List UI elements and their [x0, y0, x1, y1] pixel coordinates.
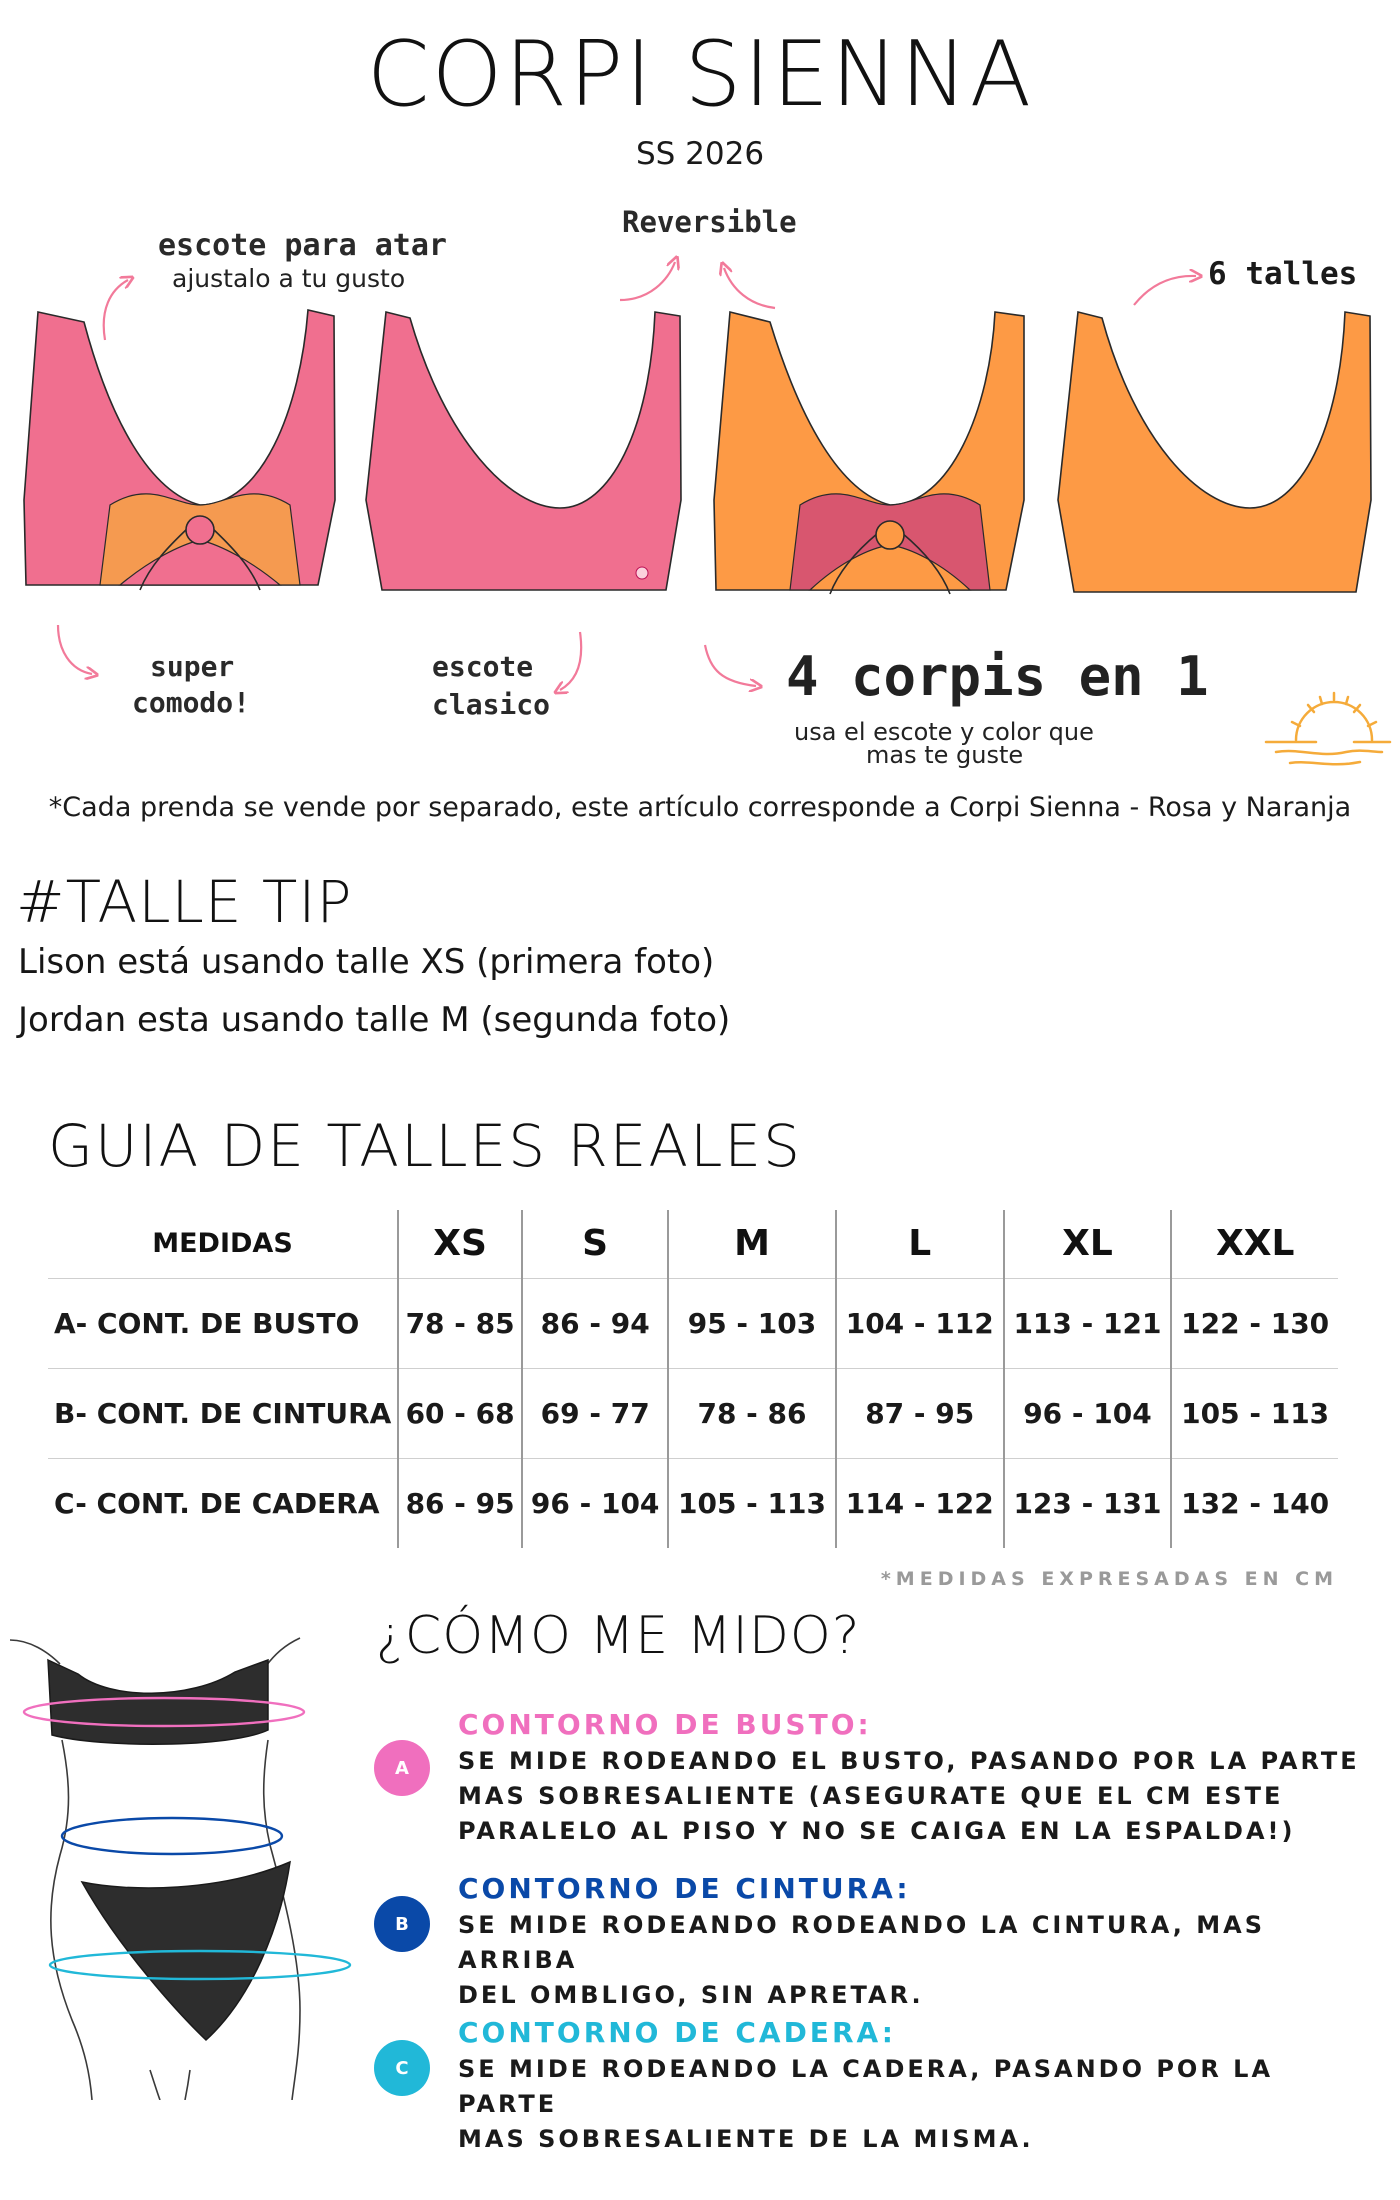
callout-tie-neck-sub: ajustalo a tu gusto	[172, 264, 406, 293]
page-title: CORPI SIENNA	[366, 22, 1034, 127]
header-size-l: L	[836, 1210, 1004, 1278]
arrow-reversible-left	[620, 262, 675, 300]
arrow-sizes	[1134, 276, 1196, 305]
table-cell: 60 - 68	[398, 1368, 522, 1458]
size-table	[48, 1210, 1338, 1548]
callout-four-in-one: 4 corpis en 1	[786, 645, 1209, 708]
table-cell: 105 - 113	[668, 1458, 836, 1548]
top-orange-classic	[1058, 312, 1371, 592]
table-cell: 113 - 121	[1004, 1278, 1172, 1368]
callout-escote: escote	[432, 650, 534, 683]
hip-description: SE MIDE RODEANDO LA CADERA, PASANDO POR LA PARTE MAS SOBRESALIENTE DE LA MISMA.	[458, 2055, 1274, 2153]
callout-tie-neck-title: escote para atar	[158, 228, 447, 263]
table-cell: 78 - 85	[398, 1278, 522, 1368]
table-cell: 104 - 112	[836, 1278, 1004, 1368]
header-size-s: S	[522, 1210, 668, 1278]
arrow-super-comfy	[58, 625, 92, 674]
talle-tip-line-2: Jordan esta usando talle M (segunda foto)	[18, 1000, 731, 1040]
row-label: A- CONT. DE BUSTO	[48, 1278, 398, 1368]
callout-four-in-one-sub-2: mas te guste	[866, 741, 1024, 769]
waist-description: SE MIDE RODEANDO RODEANDO LA CINTURA, MAS ARRIBA DEL OMBLIGO, SIN APRETAR.	[458, 1911, 1266, 2009]
table-cell: 96 - 104	[522, 1458, 668, 1548]
talle-tip-title: #TALLE TIP	[16, 868, 353, 936]
arrow-classic	[560, 632, 581, 690]
talle-tip-line-1: Lison está usando talle XS (primera foto)	[18, 942, 715, 982]
callout-super: super	[150, 650, 235, 683]
waist-ring	[62, 1818, 282, 1854]
units-note: *MEDIDAS EXPRESADAS EN CM	[880, 1568, 1338, 1590]
top-orange-tie	[714, 312, 1024, 594]
header-size-m: M	[668, 1210, 836, 1278]
bust-description: SE MIDE RODEANDO EL BUSTO, PASANDO POR LA PARTE MAS SOBRESALIENTE (ASEGURATE QUE EL CM ESTE PARALELO AL PISO Y NO SE CAIGA EN LA ESPALDA!)	[458, 1747, 1360, 1845]
table-cell: 105 - 113	[1171, 1368, 1338, 1458]
body-measure-figure	[0, 1630, 360, 2100]
badge-c: C	[374, 2040, 430, 2096]
table-cell: 123 - 131	[1004, 1458, 1172, 1548]
season-label: SS 2026	[635, 136, 765, 172]
table-cell: 114 - 122	[836, 1458, 1004, 1548]
table-cell: 95 - 103	[668, 1278, 836, 1368]
table-cell: 122 - 130	[1171, 1278, 1338, 1368]
arrow-four-in-one	[705, 645, 756, 686]
disclaimer-note: *Cada prenda se vende por separado, este artículo corresponde a Corpi Sienna - Rosa y Naranja	[48, 792, 1352, 823]
table-cell: 132 - 140	[1171, 1458, 1338, 1548]
hip-heading: CONTORNO DE CADERA:	[458, 2016, 896, 2049]
callout-clasico: clasico	[432, 688, 551, 721]
badge-a: A	[374, 1740, 430, 1796]
table-cell: 86 - 95	[398, 1458, 522, 1548]
arrow-reversible-right	[724, 268, 775, 308]
top-pink-tie	[24, 310, 335, 590]
bust-heading: CONTORNO DE BUSTO:	[458, 1708, 872, 1741]
how-to-title: ¿CÓMO ME MIDO?	[376, 1606, 861, 1666]
callout-four-in-one-sub-1: usa el escote y color que	[794, 718, 1094, 746]
waist-heading: CONTORNO DE CINTURA:	[458, 1872, 911, 1905]
top-pink-classic	[366, 312, 681, 590]
header-size-xs: XS	[398, 1210, 522, 1278]
row-label: B- CONT. DE CINTURA	[48, 1368, 398, 1458]
figure-top	[48, 1660, 268, 1744]
header-medidas: MEDIDAS	[152, 1228, 293, 1260]
table-cell: 86 - 94	[522, 1278, 668, 1368]
size-guide-title: GUIA DE TALLES REALES	[48, 1112, 802, 1180]
table-cell: 69 - 77	[522, 1368, 668, 1458]
arrow-tie-neck	[104, 280, 128, 340]
header-size-xxl: XXL	[1171, 1210, 1338, 1278]
callout-reversible: Reversible	[622, 205, 797, 239]
callout-comfy: comodo!	[132, 686, 251, 719]
table-cell: 87 - 95	[836, 1368, 1004, 1458]
table-row-busto	[48, 1278, 1338, 1368]
table-cell: 96 - 104	[1004, 1368, 1172, 1458]
badge-b: B	[374, 1896, 430, 1952]
sun-icon	[1266, 693, 1390, 764]
table-cell: 78 - 86	[668, 1368, 836, 1458]
size-table-header-row	[48, 1210, 1338, 1278]
header-size-xl: XL	[1004, 1210, 1172, 1278]
table-row-cintura	[48, 1368, 1338, 1458]
row-label: C- CONT. DE CADERA	[48, 1458, 398, 1548]
table-row-cadera	[48, 1458, 1338, 1548]
callout-sizes-count: 6 talles	[1208, 256, 1358, 292]
